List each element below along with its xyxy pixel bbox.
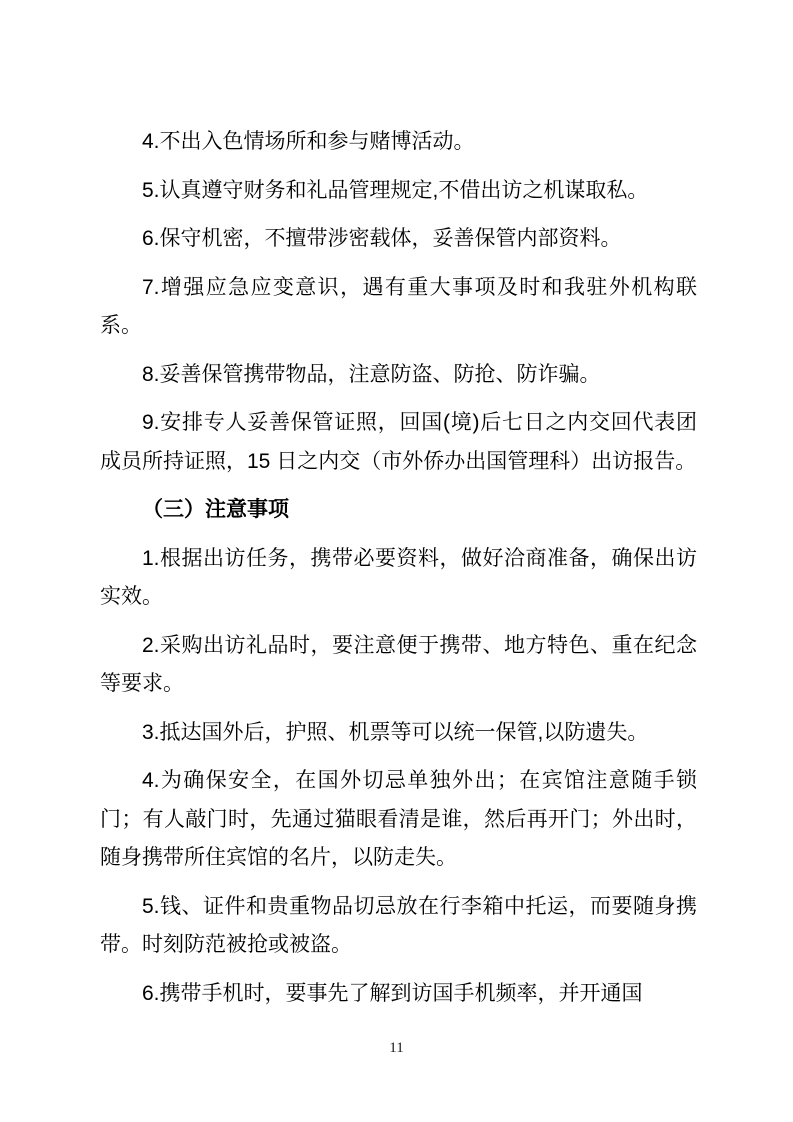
paragraph: 3.抵达国外后，护照、机票等可以统一保管,以防遗失。 [142,720,649,744]
paragraph: 2.采购出访礼品时，要注意便于携带、地方特色、重在纪念等要求。 [100,633,697,695]
paragraph: 5.钱、证件和贵重物品切忌放在行李箱中托运，而要随身携带。时刻防范被抢或被盗。 [100,894,697,956]
paragraph: 7.增强应急应变意识，遇有重大事项及时和我驻外机构联系。 [100,275,697,337]
paragraph: 9.安排专人妥善保管证照，回国(境)后七日之内交回代表团成员所持证照，15 日之内交（市外侨办出国管理科）出访报告。 [100,411,697,473]
document-body [100,123,697,1023]
paragraph: 4.不出入色情场所和参与赌博活动。 [142,130,475,153]
paragraph: 8.妥善保管携带物品，注意防盗、防抢、防诈骗。 [142,362,601,386]
paragraph: 6.保守机密，不擅带涉密载体，妥善保管内部资料。 [142,227,622,250]
paragraph: 4.为确保安全，在国外切忌单独外出；在宾馆注意随手锁门；有人敲门时，先通过猫眼看清是谁，然后再开门；外出时，随身携带所住宾馆的名片，以防走失。 [100,769,697,869]
paragraph: 5.认真遵守财务和礼品管理规定,不借出访之机谋取私。 [142,178,649,202]
page-number: 11 [389,1040,404,1056]
paragraph: 1.根据出访任务，携带必要资料，做好洽商准备，确保出访实效。 [100,546,697,608]
paragraph: 6.携带手机时，要事先了解到访国手机频率，并开通国 [142,981,643,1005]
section-heading: （三）注意事项 [142,498,289,521]
